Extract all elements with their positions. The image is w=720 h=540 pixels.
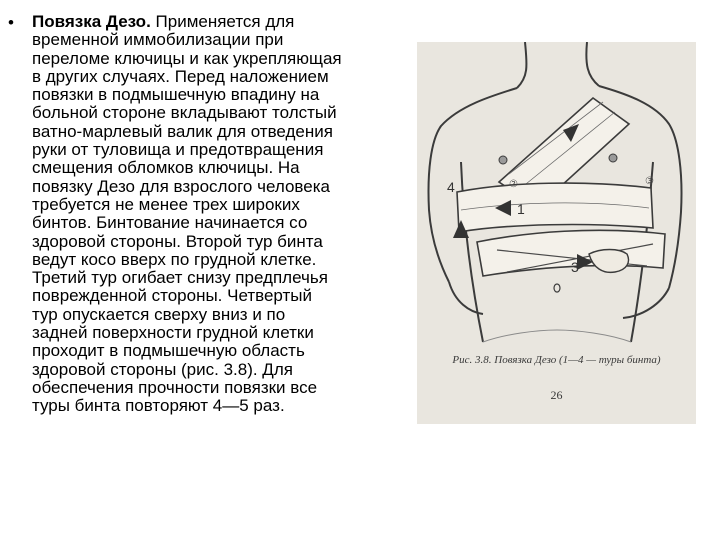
text-line: ватно-марлевый валик для отведения xyxy=(32,121,333,141)
text-line: больной стороне вкладывают толстый xyxy=(32,103,337,123)
text-line: переломе ключицы и как укрепляющая xyxy=(32,48,342,68)
text-line: смещения обломков ключицы. На xyxy=(32,158,300,178)
text-line: руки от туловища и предотвращения xyxy=(32,140,324,160)
navel xyxy=(554,284,560,292)
bandage-horizontal xyxy=(457,183,653,232)
text-line: тур опускается сверху вниз и по xyxy=(32,304,286,324)
text-line: поврежденной стороны. Четвертый xyxy=(32,286,313,306)
text-line: здоровой стороны. Второй тур бинта xyxy=(32,231,323,251)
body-text xyxy=(32,13,412,416)
text-line: здоровой стороны (рис. 3.8). Для xyxy=(32,359,293,379)
text-line: проходит в подмышечную область xyxy=(32,341,305,361)
tour-label-4: 4 xyxy=(447,179,455,195)
torso-drawing xyxy=(417,42,696,424)
bandage-illustration xyxy=(417,42,696,424)
nipple-right xyxy=(609,154,617,162)
nipple-left xyxy=(499,156,507,164)
page-number: 26 xyxy=(550,388,563,402)
neck-outline xyxy=(517,42,599,88)
text-line: бинтов. Бинтование начинается со xyxy=(32,213,308,233)
tour-label-1: 1 xyxy=(517,201,525,217)
first-line-rest: Применяется для xyxy=(150,12,295,31)
hand-outline xyxy=(589,250,629,273)
bullet-marker: • xyxy=(8,13,14,32)
text-line: Третий тур огибает снизу предплечья xyxy=(32,268,328,288)
text-line: временной иммобилизации при xyxy=(32,30,284,50)
text-line: туры бинта повторяют 4—5 раз. xyxy=(32,396,285,416)
text-line: ведут косо вверх по грудной клетке. xyxy=(32,249,317,269)
text-line: в других случаях. Перед наложением xyxy=(32,66,329,86)
title-bold: Повязка Дезо. xyxy=(32,12,151,31)
text-line: обеспечения прочности повязки все xyxy=(32,377,318,397)
tour-label-3: 3 xyxy=(571,259,579,275)
figure-caption: Рис. 3.8. Повязка Дезо (1—4 — туры бинта) xyxy=(452,354,661,366)
tour-label-3-circled: ③ xyxy=(645,176,654,187)
text-line: требуется не менее трех широких xyxy=(32,194,300,214)
waist-lines xyxy=(483,330,631,342)
tour-label-2-circled: ② xyxy=(509,179,518,190)
text-line: повязки в подмышечную впадину на xyxy=(32,85,320,105)
text-line: повязку Дезо для взрослого человека xyxy=(32,176,330,196)
text-line-1 xyxy=(32,13,412,31)
text-line: задней поверхности грудной клетки xyxy=(32,323,314,343)
